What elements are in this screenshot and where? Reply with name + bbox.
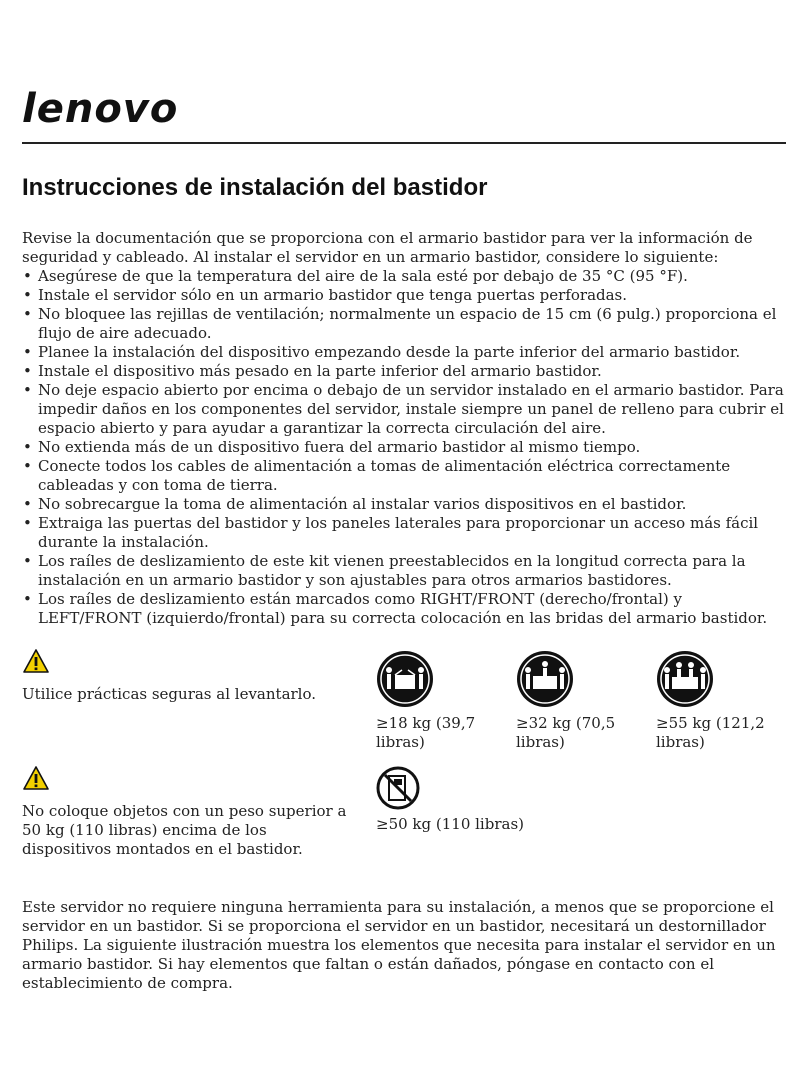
considerations-list [22,267,786,628]
list-item: • Extraiga las puertas del bastidor y los paneles laterales para proporcionar un acceso más fácil durante la instalación. [22,514,786,552]
weight-label-32kg: ≥32 kg (70,5 libras) [516,714,616,751]
weight-label-55kg: ≥55 kg (121,2 libras) [656,714,765,751]
list-item: • Conecte todos los cables de alimentación a tomas de alimentación eléctrica correctamente cableadas y con toma de tierra. [22,457,786,495]
intro-paragraph: Revise la documentación que se proporciona con el armario bastidor para ver la información de seguridad y cableado. Al instalar el servidor en un armario bastidor, considere lo siguiente: [22,229,753,266]
warning-triangle-icon [22,648,50,674]
weight-label-50kg: ≥50 kg (110 libras) [376,815,524,833]
load-warning-text: No coloque objetos con un peso superior a 50 kg (110 libras) encima de los dispositivos montados en el bastidor. [22,802,347,858]
two-person-lift-icon [376,650,434,708]
warning-triangle-icon [22,765,50,791]
weight-label-18kg: ≥18 kg (39,7 libras) [376,714,476,751]
list-item: • Los raíles de deslizamiento de este kit vienen preestablecidos en la longitud correcta para la instalación en un armario bastidor y son ajustables para otros armarios bastidores. [22,552,786,590]
closing-paragraph: Este servidor no requiere ninguna herramienta para su instalación, a menos que se proporcione el servidor en un bastidor. Si se proporciona el servidor en un bastidor, necesitará un destornillador Philips. La siguiente ilustración muestra los elementos que necesita para instalar el servidor en un armario bastidor. Si hay elementos que faltan o están dañados, póngase en contacto con el establecimiento de compra. [22,898,776,992]
page-title: Instrucciones de instalación del bastidor [22,174,488,201]
list-item: • Planee la instalación del dispositivo empezando desde la parte inferior del armario bastidor. [22,343,786,362]
list-item: • No extienda más de un dispositivo fuera del armario bastidor al mismo tiempo. [22,438,786,457]
four-person-lift-icon [656,650,714,708]
list-item: • Los raíles de deslizamiento están marcados como RIGHT/FRONT (derecho/frontal) y LEFT/FRONT (izquierdo/frontal) para su correcta colocación en las bridas del armario bastidor. [22,590,786,628]
header-rule [22,142,786,144]
lenovo-logo: lenovo [22,86,179,132]
no-heavy-load-icon [376,766,420,810]
list-item: • No bloquee las rejillas de ventilación; normalmente un espacio de 15 cm (6 pulg.) proporciona el flujo de aire adecuado. [22,305,786,343]
list-item: • Instale el servidor sólo en un armario bastidor que tenga puertas perforadas. [22,286,786,305]
list-item: • Asegúrese de que la temperatura del aire de la sala esté por debajo de 35 °C (95 °F). [22,267,786,286]
list-item: • No deje espacio abierto por encima o debajo de un servidor instalado en el armario bastidor. Para impedir daños en los componentes del servidor, instale siempre un panel de relleno para cubrir el espacio abierto y para ayudar a garantizar la correcta circulación del aire. [22,381,786,438]
list-item: • No sobrecargue la toma de alimentación al instalar varios dispositivos en el bastidor. [22,495,786,514]
lift-warning-text: Utilice prácticas seguras al levantarlo. [22,685,317,703]
three-person-lift-icon [516,650,574,708]
list-item: • Instale el dispositivo más pesado en la parte inferior del armario bastidor. [22,362,786,381]
